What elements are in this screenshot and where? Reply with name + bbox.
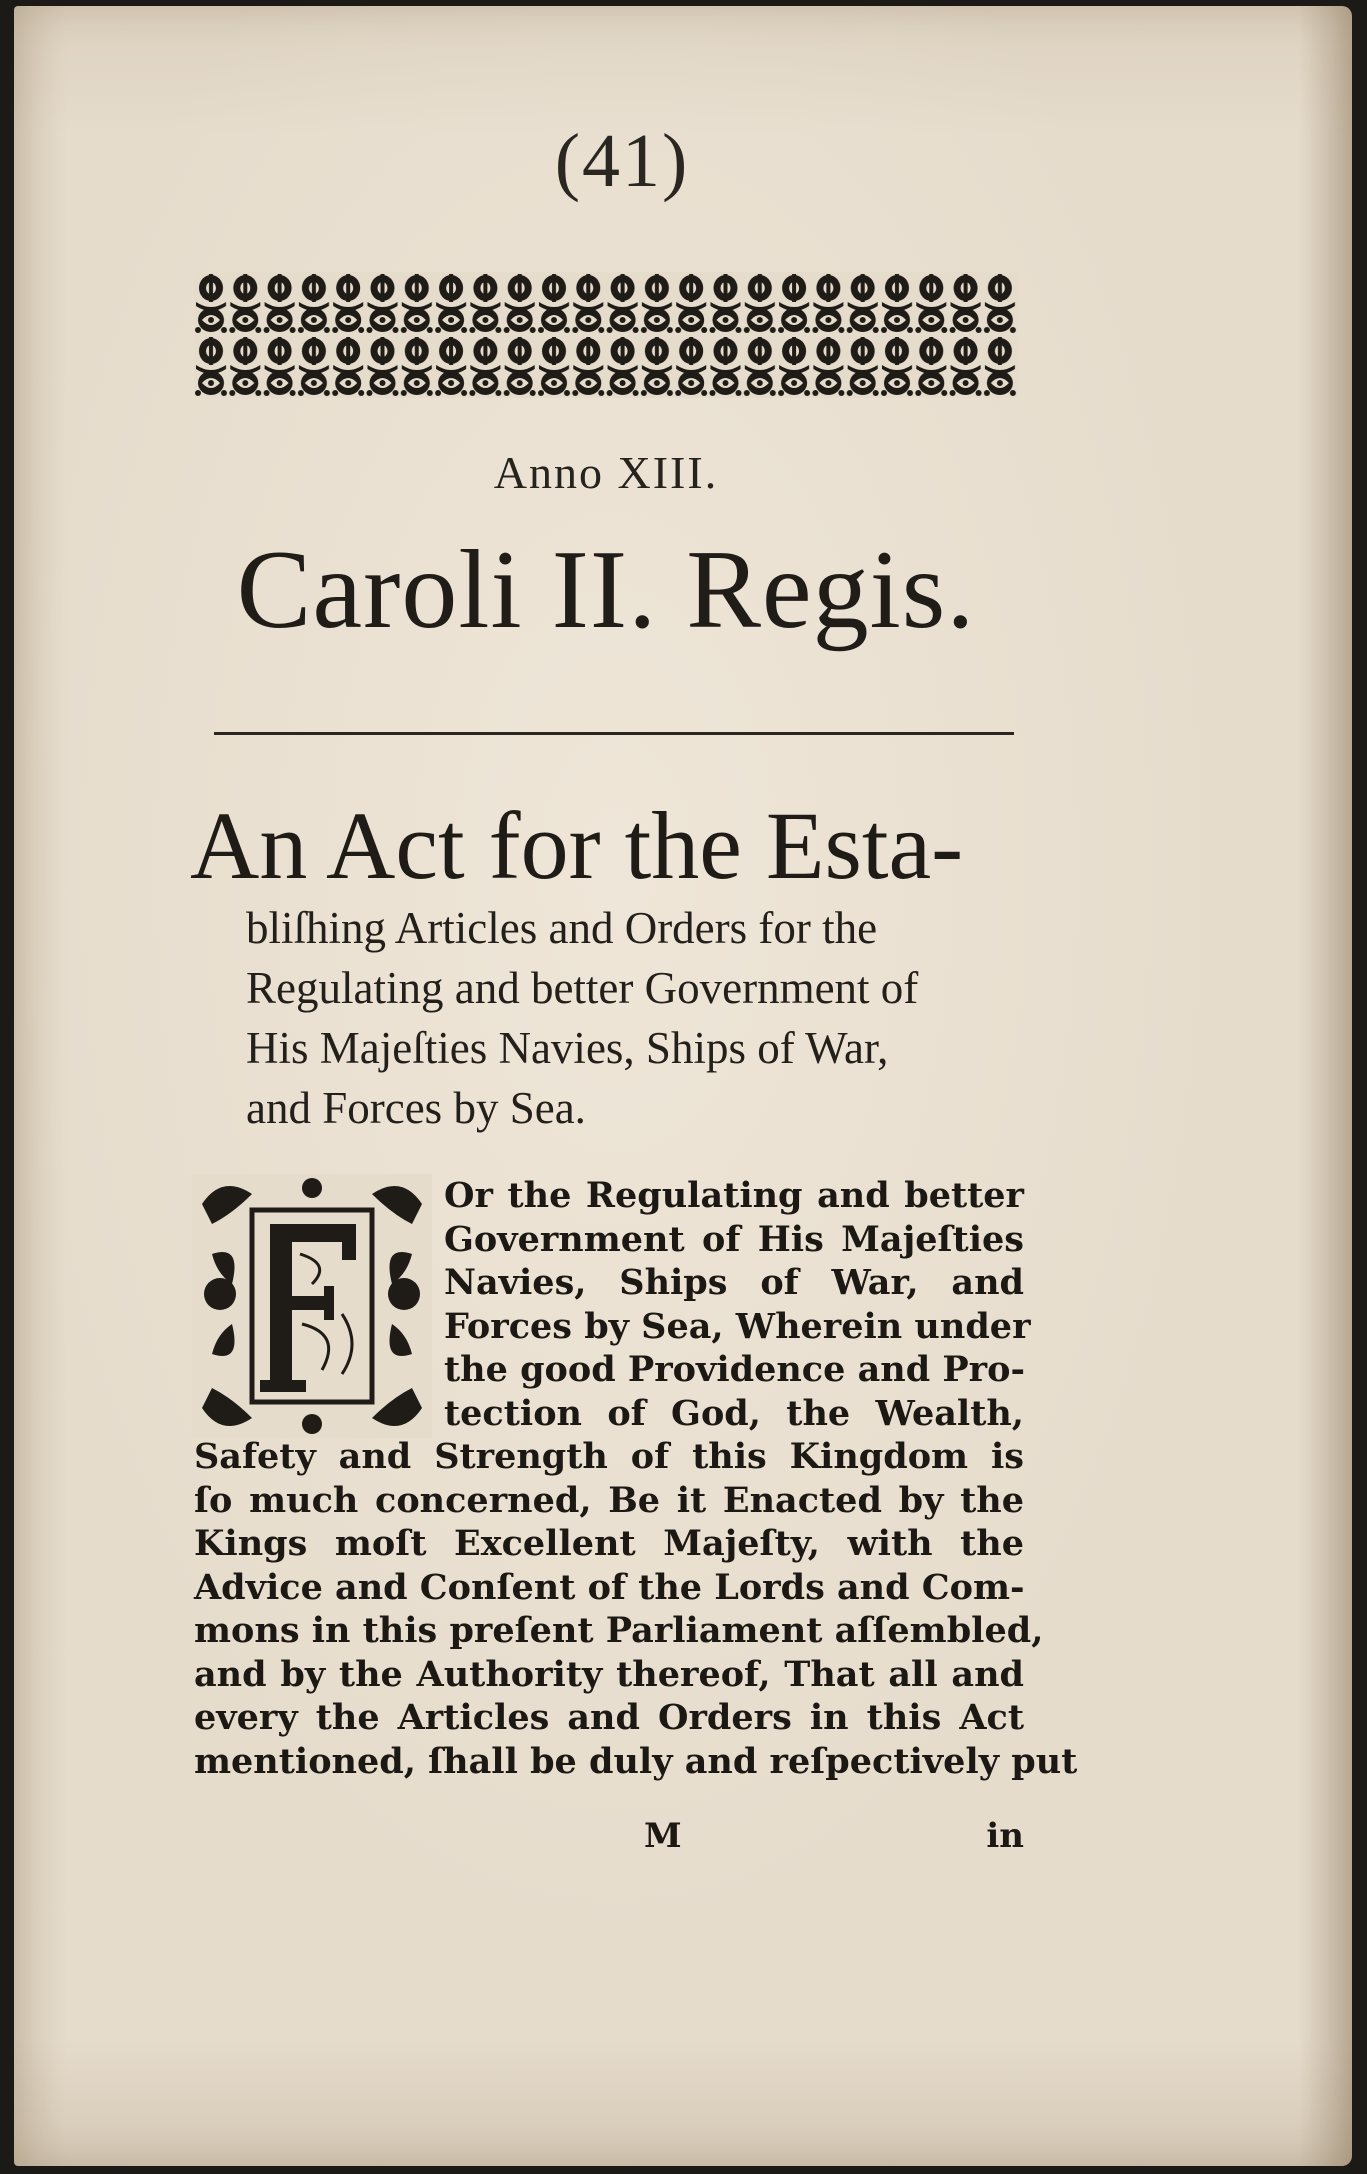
horizontal-rule [214, 732, 1014, 735]
anno-heading: Anno XIII. [493, 447, 719, 498]
body-line: and by the Authority thereof, That all and [194, 1653, 1024, 1695]
body-line: tection of God, the Wealth, [444, 1392, 1024, 1434]
body-line: Forces by Sea, Wherein under [444, 1305, 1031, 1347]
document-page [14, 6, 1352, 2166]
body-line: the good Providence and Pro- [444, 1349, 1025, 1390]
ornamental-headpiece [194, 272, 1018, 398]
body-line: Or the Regulating and better [444, 1175, 1024, 1216]
body-line: every the Articles and Orders in this Act [194, 1697, 1024, 1738]
regis-heading: Caroli II. Regis. [236, 528, 976, 652]
body-line: Safety and Strength of this Kingdom is [194, 1436, 1024, 1477]
signature-mark: M [644, 1816, 682, 1856]
catchword: in [986, 1816, 1024, 1856]
act-subtitle-line: His Majeſties Navies, Ships of War, [246, 1023, 889, 1073]
act-subtitle-line: bliſhing Articles and Orders for the [246, 903, 878, 953]
act-subtitle-line: and Forces by Sea. [246, 1083, 586, 1133]
page-footer [194, 1816, 1024, 1866]
body-line: mons in this preſent Parliament aſſembled, [194, 1610, 1044, 1651]
body-text [194, 1174, 1078, 1783]
page-number: (41) [554, 119, 690, 203]
body-line: Advice and Conſent of the Lords and Com- [194, 1566, 1025, 1608]
body-line: Navies, Ships of War, and [444, 1262, 1024, 1303]
body-line: mentioned, ſhall be duly and reſpectively put [194, 1740, 1078, 1782]
body-line: ſo much concerned, Be it Enacted by the [194, 1479, 1024, 1521]
body-line: Government of His Majeſties [444, 1218, 1024, 1260]
act-title: An Act for the Esta- [190, 792, 964, 899]
body-line: Kings moſt Excellent Majeſty, with the [194, 1523, 1024, 1564]
act-subtitle [246, 898, 1030, 1138]
act-subtitle-line: Regulating and better Government of [246, 963, 919, 1013]
